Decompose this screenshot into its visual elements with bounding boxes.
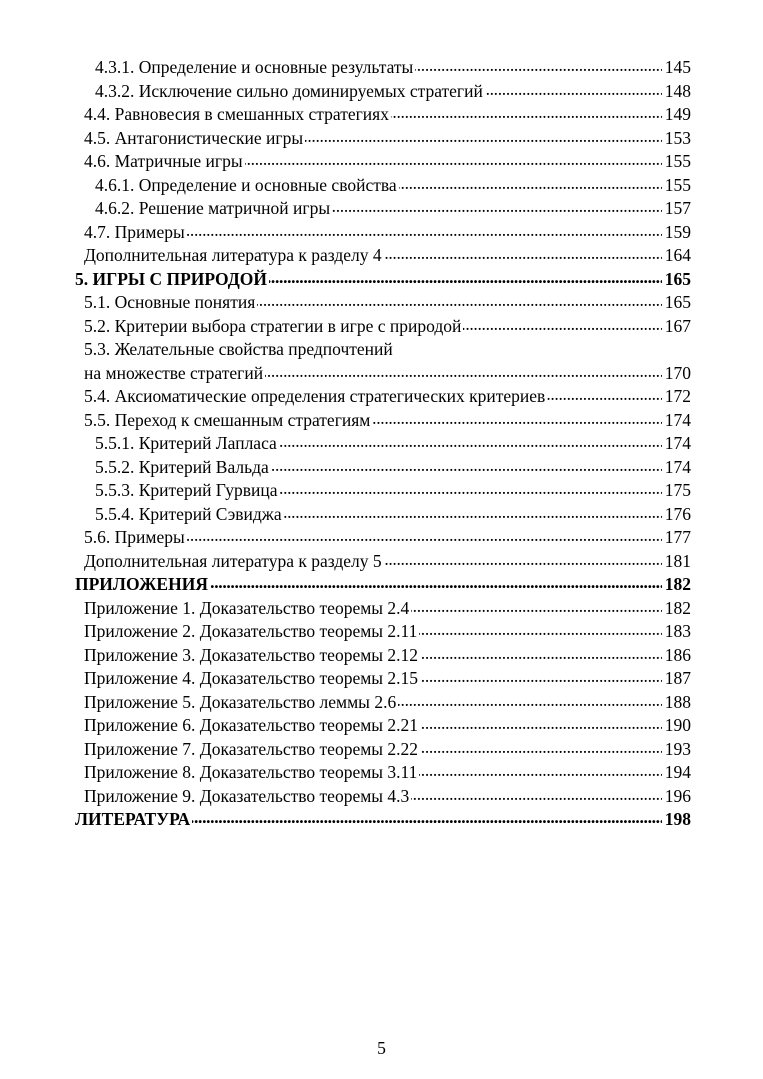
toc-entry-title: Приложение 2. Доказательство теоремы 2.11 [84,621,418,641]
toc-entry[interactable] [75,644,691,668]
toc-section-page: 182 [664,574,691,594]
toc-entry-title: 5.5.2. Критерий Вальда [95,456,269,477]
toc-entry-page: 145 [664,57,691,77]
toc-entry[interactable] [75,479,691,503]
dot-leader [420,738,662,762]
toc-entry[interactable] [75,456,691,480]
toc-entry-title: 5.3. Желательные свойства предпочтений [84,339,393,359]
toc-entry[interactable] [75,526,691,550]
dot-leader [245,150,662,174]
toc-entry-page: 187 [664,668,691,688]
toc-entry[interactable] [75,127,691,151]
toc-entry-page: 148 [664,80,691,101]
dot-leader [420,667,662,691]
toc-entry[interactable] [75,714,691,738]
dot-leader [279,432,662,456]
toc-entry-page: 193 [664,738,691,759]
toc-entry[interactable] [75,385,691,409]
toc-section-title: ЛИТЕРАТУРА [75,809,191,829]
toc-entry-page: 186 [664,644,691,665]
dot-leader [280,479,662,503]
dot-leader [547,385,661,409]
toc-entry-title: 5.5.1. Критерий Лапласа [95,433,277,453]
toc-entry-page: 153 [664,127,691,148]
toc-entry-title: 5.4. Аксиоматические определения стратегических критериев [84,386,546,406]
dot-leader [332,197,662,221]
dot-leader [284,503,662,527]
dot-leader [411,597,661,621]
dot-leader [257,291,661,315]
dot-leader [187,221,662,245]
toc-entry-page: 170 [664,362,691,383]
toc-entry[interactable] [75,738,691,762]
toc-section-title: ПРИЛОЖЕНИЯ [75,574,208,594]
toc-entry[interactable] [75,761,691,785]
toc-entry-title: 4.6. Матричные игры [84,151,243,171]
toc-entry-page: 188 [664,691,691,712]
toc-entry[interactable] [75,244,691,268]
dot-leader [384,550,662,574]
toc-entry-title: Приложение 6. Доказательство теоремы 2.21 [84,715,419,735]
toc-entry-title: 5.5. Переход к смешанным стратегиям [84,409,371,430]
toc-entry[interactable] [75,667,691,691]
toc-entry-page: 174 [664,433,691,453]
toc-entry[interactable] [75,291,691,315]
toc-entry-page: 157 [664,198,691,218]
toc-entry-title: 4.3.2. Исключение сильно доминируемых стратегий [95,80,483,101]
toc-entry-page: 181 [664,550,691,571]
toc-entry-page: 194 [664,762,691,782]
dot-leader [415,56,661,80]
toc-entry[interactable] [75,597,691,621]
toc-entry-title: Приложение 3. Доказательство теоремы 2.12 [84,644,419,665]
dot-leader [384,244,662,268]
toc-entry-page: 174 [664,456,691,477]
toc-entry-title: 4.6.1. Определение и основные свойства [95,174,397,195]
toc-entry-title: 5.6. Примеры [84,527,185,547]
toc-entry-page: 167 [664,315,691,336]
dot-leader [187,526,662,550]
dot-leader [192,808,662,832]
toc-entry-title: 5.2. Критерии выбора стратегии в игре с природой [84,315,462,336]
toc-entry[interactable] [75,503,691,527]
toc-entry-title: Приложение 7. Доказательство теоремы 2.22 [84,738,419,759]
toc-entry[interactable] [75,785,691,809]
dot-leader [372,409,661,433]
toc-entry-page: 164 [664,245,691,265]
toc-entry-continuation[interactable] [75,362,691,386]
toc-section-title: 5. ИГРЫ С ПРИРОДОЙ [75,268,268,289]
toc-entry-page: 155 [664,174,691,195]
toc-entry-title: 4.4. Равновесия в смешанных стратегиях [84,104,389,124]
toc-entry-page: 176 [664,503,691,524]
dot-leader [411,785,661,809]
toc-section[interactable] [75,268,691,292]
toc-entry-page: 172 [664,386,691,406]
table-of-contents [75,56,691,832]
dot-leader [265,362,662,386]
dot-leader [420,644,662,668]
dot-leader [210,573,662,597]
toc-entry-title: 4.3.1. Определение и основные результаты [95,57,414,77]
page-number: 5 [377,1038,386,1058]
toc-entry-title: 4.5. Антагонистические игры [84,127,304,148]
dot-leader [269,268,662,292]
toc-entry-page: 196 [664,785,691,806]
toc-entry[interactable] [75,691,691,715]
toc-entry-title: Приложение 8. Доказательство теоремы 3.11 [84,762,418,782]
toc-entry[interactable] [75,150,691,174]
toc-section[interactable] [75,573,691,597]
toc-entry-title: Дополнительная литература к разделу 4 [84,245,382,265]
toc-entry-page: 190 [664,715,691,735]
toc-entry-page: 149 [664,104,691,124]
toc-entry[interactable] [75,409,691,433]
dot-leader [305,127,662,151]
toc-entry-first-line[interactable] [75,338,691,362]
toc-entry-title: 5.5.3. Критерий Гурвица [95,480,278,500]
toc-entry[interactable] [75,56,691,80]
toc-entry-page: 182 [664,597,691,618]
toc-section-page: 198 [664,809,691,829]
toc-entry-title: Приложение 1. Доказательство теоремы 2.4 [84,597,410,618]
toc-entry[interactable] [75,221,691,245]
toc-section-page: 165 [664,268,691,289]
toc-entry-page: 159 [664,221,691,242]
toc-entry-title: 5.5.4. Критерий Сэвиджа [95,503,282,524]
toc-entry-page: 155 [664,151,691,171]
dot-leader [485,80,662,104]
toc-entry[interactable] [75,103,691,127]
dot-leader [391,103,662,127]
toc-entry-title: Дополнительная литература к разделу 5 [84,550,382,571]
toc-entry[interactable] [75,174,691,198]
dot-leader [419,761,661,785]
toc-entry-title: на множестве стратегий [84,362,264,383]
toc-entry-title: 5.1. Основные понятия [84,292,256,312]
toc-entry[interactable] [75,80,691,104]
toc-entry-page: 175 [664,480,691,500]
toc-entry[interactable] [75,432,691,456]
toc-section[interactable] [75,808,691,832]
toc-entry[interactable] [75,197,691,221]
toc-entry-page: 177 [664,527,691,547]
dot-leader [399,174,662,198]
toc-entry-page: 165 [664,292,691,312]
toc-entry[interactable] [75,620,691,644]
toc-entry-page: 183 [664,621,691,641]
dot-leader [420,714,662,738]
dot-leader [463,315,661,339]
dot-leader [419,620,661,644]
toc-entry[interactable] [75,550,691,574]
toc-entry[interactable] [75,315,691,339]
toc-entry-title: 4.7. Примеры [84,221,185,242]
toc-entry-page: 174 [664,409,691,430]
dot-leader [271,456,662,480]
toc-entry-title: Приложение 4. Доказательство теоремы 2.15 [84,668,419,688]
toc-entry-title: Приложение 9. Доказательство теоремы 4.3 [84,785,410,806]
toc-entry-title: Приложение 5. Доказательство леммы 2.6 [84,691,397,712]
toc-entry-title: 4.6.2. Решение матричной игры [95,198,331,218]
dot-leader [398,691,662,715]
